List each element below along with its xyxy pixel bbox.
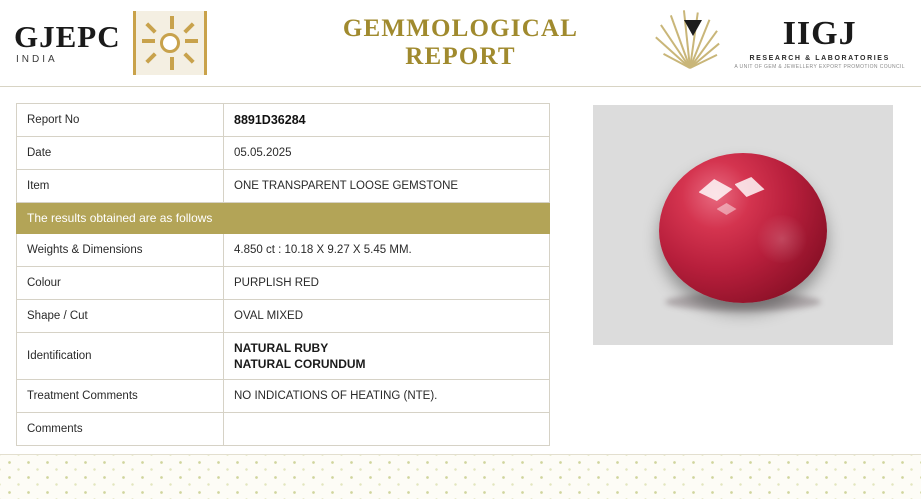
footer-dot-pattern-icon [0, 455, 921, 499]
identification-line-2: NATURAL CORUNDUM [234, 357, 366, 372]
table-row [17, 137, 550, 170]
sunburst-emblem-icon [133, 11, 207, 75]
table-row [17, 170, 550, 203]
iigj-subtitle-2: A UNIT OF GEM & JEWELLERY EXPORT PROMOTION COUNCIL [734, 63, 905, 70]
report-header [0, 0, 921, 87]
gem-burst-icon [650, 10, 728, 76]
iigj-name: IIGJ [782, 14, 857, 52]
row-label-treatment-comments: Treatment Comments [17, 380, 224, 413]
row-label-item: Item [17, 170, 224, 203]
table-row [17, 234, 550, 267]
row-value-weights-dimensions: 4.850 ct : 10.18 X 9.27 X 5.45 MM. [224, 234, 550, 267]
report-details-table [16, 103, 550, 446]
row-label-identification: Identification [17, 333, 224, 380]
identification-line-1: NATURAL RUBY [234, 341, 329, 355]
oval-mixed-cut-purplish-red-ruby-photo [659, 153, 827, 303]
header-title-area [300, 15, 621, 71]
row-label-date: Date [17, 137, 224, 170]
footer-pattern [0, 454, 921, 499]
row-label-report-no: Report No [17, 104, 224, 137]
gem-photo-frame [593, 105, 893, 345]
gem-image-panel [550, 103, 907, 446]
row-value-shape-cut: OVAL MIXED [224, 300, 550, 333]
table-row [17, 104, 550, 137]
page-title: GEMMOLOGICAL REPORT [342, 15, 579, 70]
gjepc-text-block [14, 21, 121, 65]
report-details-table-wrapper [16, 103, 550, 446]
iigj-text-block [734, 14, 905, 70]
row-label-comments: Comments [17, 413, 224, 446]
row-label-shape-cut: Shape / Cut [17, 300, 224, 333]
row-value-comments [224, 413, 550, 446]
table-row [17, 267, 550, 300]
gem-facet-highlight [699, 179, 733, 201]
row-value-item: ONE TRANSPARENT LOOSE GEMSTONE [224, 170, 550, 203]
gem-facet-highlight [735, 177, 765, 197]
gjepc-subtitle: INDIA [16, 54, 58, 65]
gjepc-name: GJEPC [14, 19, 121, 54]
gem-sheen [755, 215, 809, 263]
row-value-report-no [224, 104, 550, 137]
iigj-logo [621, 10, 921, 76]
gem-facet-highlight [717, 203, 737, 215]
row-value-treatment-comments: NO INDICATIONS OF HEATING (NTE). [224, 380, 550, 413]
table-row [17, 333, 550, 380]
report-body [0, 87, 921, 446]
row-value-colour: PURPLISH RED [224, 267, 550, 300]
results-banner-text: The results obtained are as follows [17, 203, 550, 234]
report-no-value: 8891D36284 [234, 113, 306, 127]
table-row [17, 300, 550, 333]
results-banner-row [17, 203, 550, 234]
row-label-colour: Colour [17, 267, 224, 300]
iigj-subtitle-1: RESEARCH & LABORATORIES [749, 54, 890, 62]
row-value-date: 05.05.2025 [224, 137, 550, 170]
table-row [17, 413, 550, 446]
table-row [17, 380, 550, 413]
row-label-weights-dimensions: Weights & Dimensions [17, 234, 224, 267]
gjepc-logo [0, 11, 300, 75]
row-value-identification [224, 333, 550, 380]
